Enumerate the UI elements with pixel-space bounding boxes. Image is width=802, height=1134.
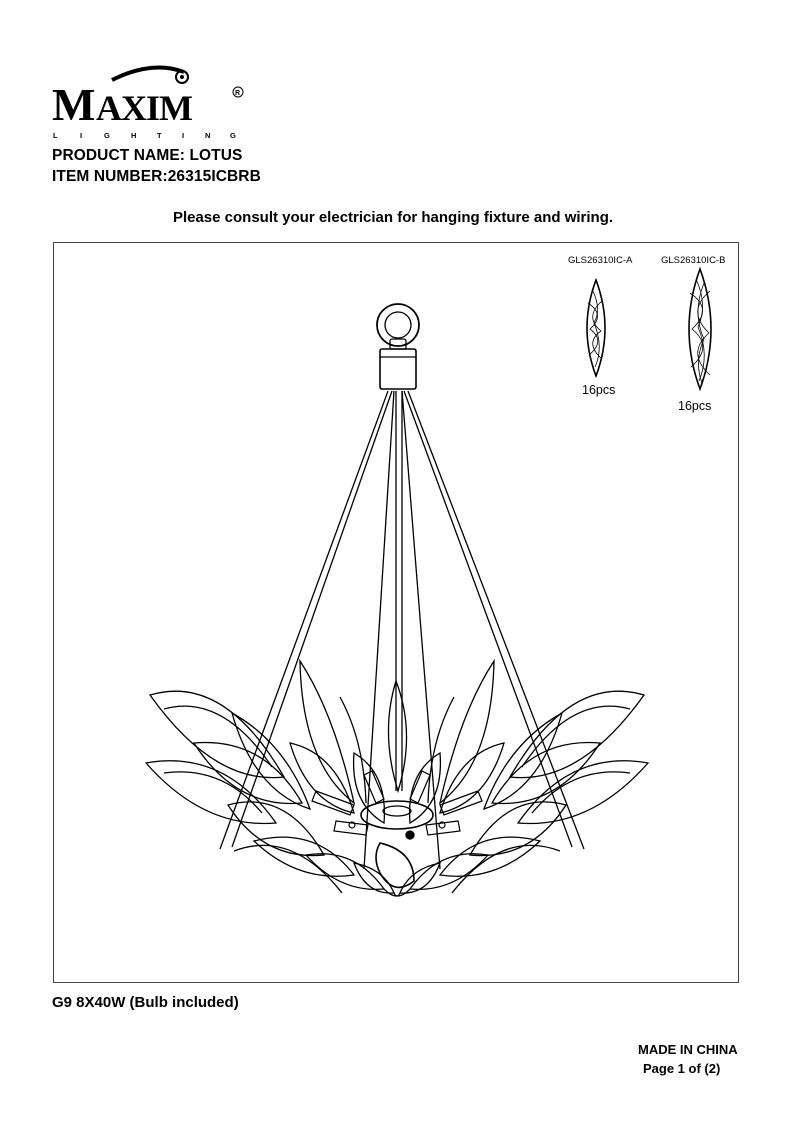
svg-text:T: T [157, 131, 162, 140]
logo-graphic [52, 62, 248, 144]
svg-text:M: M [52, 79, 94, 130]
part-b-code: GLS26310IC-B [661, 255, 726, 266]
part-a-qty: 16pcs [582, 383, 616, 397]
part-a-code: GLS26310IC-A [568, 255, 633, 266]
product-name: PRODUCT NAME: LOTUS [52, 147, 243, 164]
glass-part-b-icon [689, 269, 711, 389]
page-number: Page 1 of (2) [643, 1061, 721, 1076]
svg-text:N: N [205, 131, 211, 140]
drawing-frame [53, 242, 739, 983]
part-b-qty: 16pcs [678, 399, 712, 413]
origin-label: MADE IN CHINA [638, 1042, 738, 1057]
maxim-lighting-logo [52, 62, 248, 144]
svg-text:I: I [80, 131, 83, 140]
svg-text:I: I [182, 131, 185, 140]
svg-text:R: R [235, 90, 241, 97]
electrician-note: Please consult your electrician for hanging fixture and wiring. [172, 209, 614, 226]
item-number: ITEM NUMBER:26315ICBRB [52, 168, 261, 185]
svg-text:AXIM: AXIM [96, 88, 192, 128]
glass-part-a-icon [587, 280, 605, 376]
bulb-spec: G9 8X40W (Bulb included) [52, 994, 239, 1011]
fixture-illustration [54, 243, 740, 984]
svg-text:G: G [230, 131, 236, 140]
svg-text:H: H [131, 131, 137, 140]
svg-text:G: G [104, 131, 110, 140]
svg-text:L: L [53, 131, 58, 140]
